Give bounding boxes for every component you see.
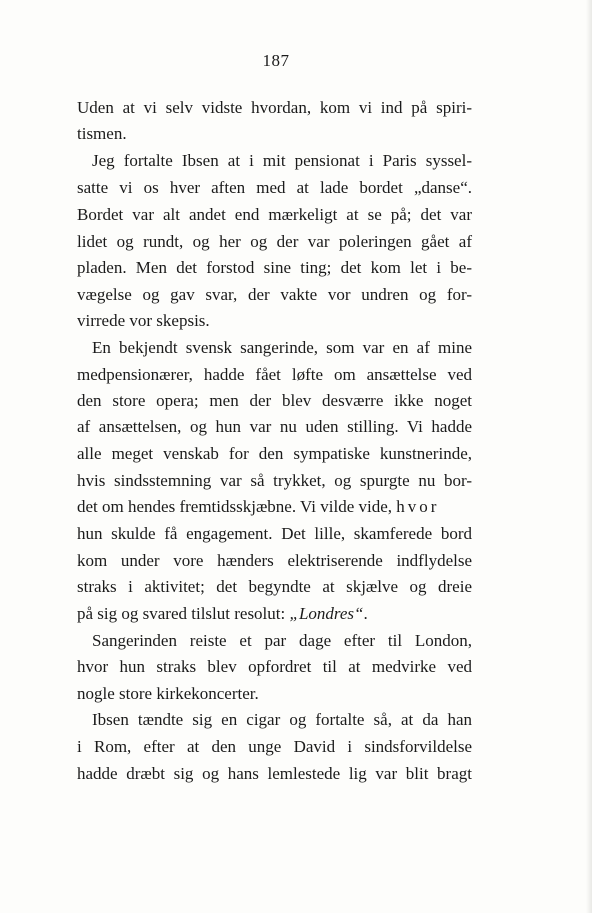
text-line: satte vi os hver aften med at lade bordet „danse“. bbox=[77, 178, 472, 197]
text-line: straks i aktivitet; det begyndte at skjælve og dreie bbox=[77, 577, 472, 596]
text-line: medpensionærer, hadde fået løfte om ansættelse ved bbox=[77, 365, 472, 384]
text-line: nogle store kirkekoncerter. bbox=[77, 684, 259, 703]
paragraph-first-line: Jeg fortalte Ibsen at i mit pensionat i Paris syssel- bbox=[92, 151, 472, 170]
page-edge bbox=[586, 0, 592, 913]
text-line: den store opera; men der blev desværre ikke noget bbox=[77, 391, 472, 410]
text-segment: . bbox=[363, 604, 368, 623]
text-line bbox=[77, 600, 472, 628]
text-segment: det om hendes fremtidsskjæbne. Vi vilde vide, bbox=[77, 497, 397, 516]
paragraph-first-line: En bekjendt svensk sangerinde, som var en af mine bbox=[92, 338, 472, 357]
paragraph-first-line: Sangerinden reiste et par dage efter til London, bbox=[92, 631, 472, 650]
text-line: hvor hun straks blev opfordret til at medvirke ved bbox=[77, 657, 472, 676]
text-line: i Rom, efter at den unge David i sindsforvildelse bbox=[77, 737, 472, 756]
text-segment: på sig og svared tilslut resolut: bbox=[77, 604, 290, 623]
page-number: 187 bbox=[262, 51, 290, 70]
text-line: virrede vor skepsis. bbox=[77, 311, 210, 330]
text-line bbox=[77, 493, 472, 521]
text-line: Bordet var alt andet end mærkeligt at se på; det var bbox=[77, 205, 472, 224]
text-line: tismen. bbox=[77, 124, 127, 143]
paragraph-first-line: Ibsen tændte sig en cigar og fortalte så, at da han bbox=[92, 710, 472, 729]
text-line: af ansættelsen, og hun var nu uden stilling. Vi hadde bbox=[77, 417, 472, 436]
text-line: alle meget venskab for den sympatiske kunstnerinde, bbox=[77, 444, 472, 463]
text-line: Uden at vi selv vidste hvordan, kom vi ind på spiri- bbox=[77, 98, 472, 117]
text-line: pladen. Men det forstod sine ting; det kom let i be- bbox=[77, 258, 472, 277]
text-line: hvis sindsstemning var så trykket, og spurgte nu bor- bbox=[77, 471, 472, 490]
text-line: lidet og rundt, og her og der var poleringen gået af bbox=[77, 232, 472, 251]
text-line: kom under vore hænders elektriserende indflydelse bbox=[77, 551, 472, 570]
emphasized-word: hvor bbox=[396, 497, 440, 516]
italic-word: „Londres“ bbox=[289, 604, 364, 623]
text-line: hadde dræbt sig og hans lemlestede lig var blit bragt bbox=[77, 764, 472, 783]
text-line: vægelse og gav svar, der vakte vor undren og for- bbox=[77, 285, 472, 304]
text-line: hun skulde få engagement. Det lille, skamferede bord bbox=[77, 524, 472, 543]
